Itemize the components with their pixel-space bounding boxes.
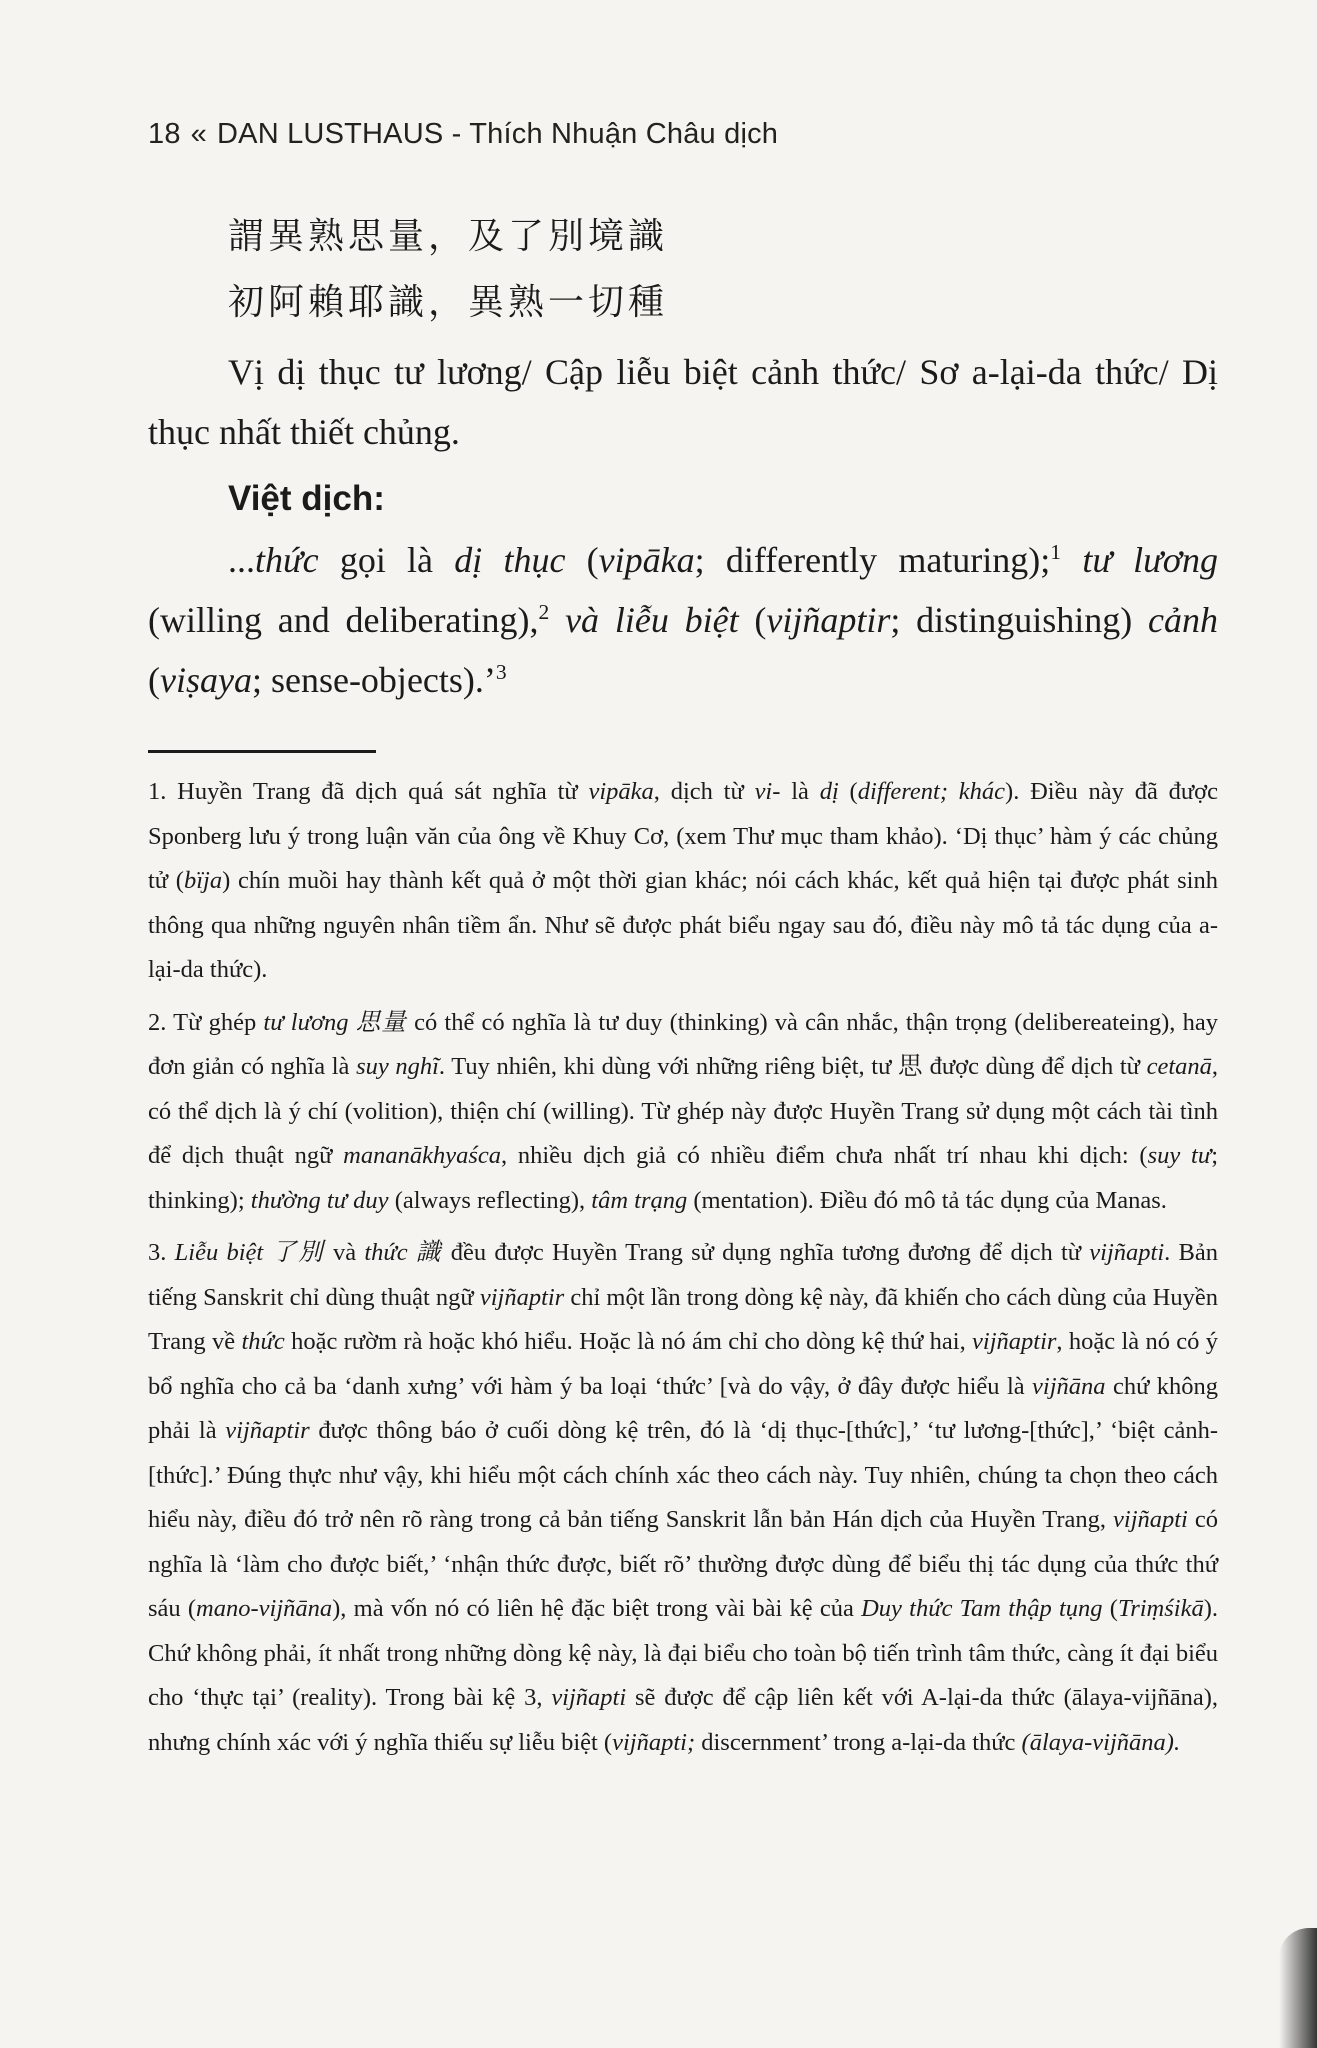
text-run: (willing and deliberating),: [148, 600, 539, 640]
text-run-italic: (ālaya-vijñāna).: [1021, 1728, 1181, 1756]
text-run: sẽ được để cập liên kết với A-lại-da thức (ālaya-vijñāna), nhưng chính xác với ý nghĩa thiếu sự liễu biệt (: [148, 1684, 1219, 1756]
text-run: . Bản tiếng Sanskrit chỉ dùng thuật ngữ: [148, 1239, 1219, 1311]
text-run: gọi là: [318, 540, 455, 580]
text-run: được thông báo ở cuối dòng kệ trên, đó là ‘dị thục-[thức],’ ‘tư lương-[thức],’ ‘biệt cảnh-[thức].’ Đúng thực như vậy, khi hiểu một cách chính xác theo cách này. Tuy nhiên, chúng ta chọn theo cách hiểu này, điều đó trở nên rõ ràng trong cả bản tiếng Sanskrit lẫn bản Hán dịch của Huyền Trang,: [148, 1417, 1218, 1533]
text-run-italic: thức 識: [364, 1239, 443, 1266]
running-header: [148, 118, 778, 151]
text-run: discernment’ trong a-lại-da thức: [695, 1728, 1022, 1756]
text-run: ; distinguishing): [890, 600, 1148, 640]
text-run-italic: Liễu biệt 了別: [174, 1239, 325, 1266]
text-run: , có thể dịch là ý chí (volition), thiện chí (willing). Từ ghép này được Huyền Trang sử dụng một cách tài tình để dịch thuật ngữ: [148, 1053, 1219, 1169]
section-heading: Việt dịch:: [228, 479, 385, 518]
text-run: ; thinking);: [148, 1142, 1219, 1214]
text-run-italic: vijñāna: [1032, 1372, 1106, 1400]
text-run-italic: vijñapti: [551, 1684, 627, 1711]
text-run: ; differently maturing);: [694, 540, 1051, 580]
text-run-italic: vipāka: [588, 778, 654, 805]
text-run: hoặc rườm rà hoặc khó hiểu. Hoặc là nó ám chỉ cho dòng kệ thứ hai,: [284, 1328, 973, 1355]
text-run-italic: vijñaptir: [972, 1328, 1057, 1355]
text-run: ). Chứ không phải, ít nhất trong những dòng kệ này, là đại biểu cho toàn bộ tiến trình tâm thức, càng ít đại biểu cho ‘thực tại’ (reality). Trong bài kệ 3,: [148, 1595, 1219, 1711]
text-run: (mentation). Điều đó mô tả tác dụng của Manas.: [687, 1186, 1167, 1214]
text-run: (: [738, 600, 767, 640]
page-edge-shadow: [1279, 1928, 1317, 2048]
footnote-1: [148, 770, 1218, 993]
text-run: ) chín muồi hay thành kết quả ở một thời gian khác; nói cách khác, kết quả hiện tại được phát sinh thông qua những nguyên nhân tiềm ẩn. Như sẽ được phát biểu ngay sau đó, điều này mô tả tác dụng của a-lại-da thức).: [148, 867, 1218, 983]
term-di-thuc: dị thục: [454, 540, 566, 580]
text-run-italic: suy nghĩ: [356, 1053, 439, 1080]
text-run: 2. Từ ghép: [148, 1008, 264, 1036]
term-tu-luong: tư lương: [1082, 540, 1219, 580]
text-run-italic: mananākhyaśca: [343, 1142, 502, 1169]
text-run-italic: cetanā: [1146, 1053, 1212, 1080]
text-run-italic: vijñaptir: [225, 1417, 310, 1444]
text-run-italic: vijñapti: [1113, 1506, 1188, 1533]
text-run-italic: thường tư duy: [250, 1186, 389, 1214]
text-run-italic: vijñaptir: [479, 1283, 565, 1311]
text-run: , hoặc là nó có ý bổ nghĩa cho cả ba ‘danh xưng’ với hàm ý ba loại ‘thức’ [và do vậy, ở đây được hiểu là: [148, 1328, 1219, 1400]
footnote-divider: [148, 750, 376, 753]
text-run: ; sense-objects).’: [251, 660, 496, 700]
footnote-ref-2[interactable]: 2: [538, 600, 550, 624]
text-run: chỉ một lần trong dòng kệ này, đã khiến cho cách dùng của Huyền Trang về: [148, 1283, 1218, 1355]
text-run-italic: tư lương 思量: [263, 1008, 407, 1036]
text-run: chứ không phải là: [148, 1372, 1219, 1444]
term-thuc: thức: [255, 540, 319, 580]
text-run: (always reflecting),: [388, 1186, 592, 1214]
text-run-italic: mano-vijñāna: [196, 1595, 333, 1622]
translation-paragraph: [148, 530, 1218, 710]
text-run-italic: tâm trạng: [591, 1186, 688, 1214]
text-run-italic: Duy thức Tam thập tụng: [861, 1595, 1103, 1622]
text-run: (: [148, 660, 160, 700]
text-run: [549, 600, 565, 640]
text-run: đều được Huyền Trang sử dụng nghĩa tương đương để dịch từ: [442, 1239, 1090, 1266]
main-text: [148, 204, 1218, 710]
text-run: , dịch từ: [653, 778, 755, 805]
text-run-italic: suy tư: [1147, 1142, 1212, 1169]
text-run: ), mà vốn nó có liên hệ đặc biệt trong vài bài kệ của: [332, 1595, 862, 1622]
text-run-italic: dị: [819, 778, 839, 805]
text-run: 1. Huyền Trang đã dịch quá sát nghĩa từ: [148, 778, 589, 805]
term-vijnaptir: vijñaptir: [766, 600, 891, 640]
footnotes: [148, 770, 1218, 1773]
text-run: 3.: [148, 1239, 175, 1266]
term-visaya: viṣaya: [160, 660, 252, 700]
transliteration: Vị dị thục tư lương/ Cập liễu biệt cảnh thức/ Sơ a-lại-da thức/ Dị thục nhất thiết chủng.: [148, 352, 1218, 452]
text-run: , nhiều dịch giả có nhiều điểm chưa nhất trí nhau khi dịch: (: [501, 1142, 1148, 1169]
text-run: có thể có nghĩa là tư duy (thinking) và cân nhắc, thận trọng (delibereateing), hay đơn giản có nghĩa là: [148, 1008, 1218, 1080]
text-run-italic: Triṃśikā: [1117, 1595, 1204, 1622]
cjk-verse-line-2: 初阿賴耶識，異熟一切種: [228, 282, 669, 323]
text-run: ). Điều này đã được Sponberg lưu ý trong luận văn của ông về Khuy Cơ, (xem Thư mục tham khảo). ‘Dị thục’ hàm ý các chủng tử (: [148, 778, 1218, 894]
text-run-italic: vijñapti: [1089, 1239, 1165, 1266]
footnote-2: [148, 1001, 1218, 1224]
term-vipaka: vipāka: [598, 540, 695, 580]
text-run-italic: vijñapti;: [612, 1728, 696, 1756]
footnote-ref-1[interactable]: 1: [1050, 540, 1062, 564]
text-run: (: [838, 778, 858, 805]
text-run-italic: vi-: [754, 778, 781, 805]
running-title: DAN LUSTHAUS - Thích Nhuận Châu dịch: [217, 118, 779, 150]
text-run: có nghĩa là ‘làm cho được biết,’ ‘nhận thức được, biết rõ’ thường được dùng để biểu thị tác dụng của thức thứ sáu (: [148, 1506, 1218, 1622]
text-run-italic: thức: [241, 1328, 285, 1355]
page-number: 18: [148, 118, 181, 150]
text-run: là: [780, 778, 820, 805]
cjk-verse-line-1: 謂異熟思量，及了別境識: [228, 216, 669, 257]
text-run: [1061, 540, 1082, 580]
term-lieu-biet: và liễu biệt: [565, 600, 739, 640]
footnote-3: [148, 1231, 1218, 1765]
text-run-italic: bïja: [183, 867, 223, 894]
header-separator: «: [190, 118, 208, 150]
text-run: (: [1102, 1595, 1118, 1622]
text-run-italic: different; khác: [857, 778, 1006, 805]
text-run: và: [324, 1239, 365, 1266]
text-run: ...: [228, 540, 255, 580]
text-run: . Tuy nhiên, khi dùng với những riêng biệt, tư 思 được dùng để dịch từ: [438, 1053, 1147, 1080]
footnote-ref-3[interactable]: 3: [495, 660, 507, 684]
text-run: (: [565, 540, 599, 580]
term-canh: cảnh: [1148, 600, 1218, 640]
